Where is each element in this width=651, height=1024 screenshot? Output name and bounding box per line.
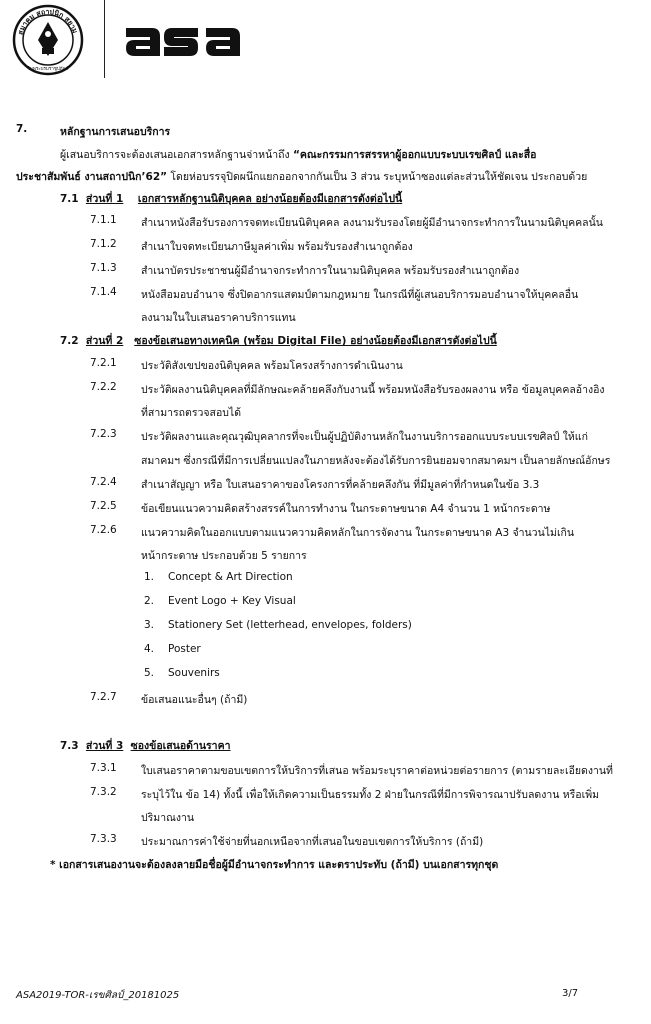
asa-seal-logo [12, 4, 84, 76]
part3-num: 7.3 [60, 740, 79, 752]
item-text-cont: หน้ากระดาษ ประกอบด้วย 5 รายการ [141, 550, 307, 562]
sublist-text: Stationery Set (letterhead, envelopes, folders) [168, 619, 412, 631]
item-text: ใบเสนอราคาตามขอบเขตการให้บริการที่เสนอ พร้อมระบุราคาต่อหน่วยต่อรายการ (ตามรายละเอียดงานที่ [141, 765, 613, 777]
item-text: สำเนาหนังสือรับรองการจดทะเบียนนิติบุคคล ลงนามรับรองโดยผู้มีอำนาจกระทำการในนามนิติบุคคลนั้น [141, 217, 603, 229]
item-number: 7.1.4 [90, 286, 117, 298]
item-text: ข้อเสนอแนะอื่นๆ (ถ้ามี) [141, 694, 248, 706]
item-text-cont: สมาคมฯ ซึ่งกรณีที่มีการเปลี่ยนแปลงในภายหลังจะต้องได้รับการยินยอมจากสมาคมฯ เป็นลายลักษณ์อักษร [141, 455, 611, 467]
item-text-cont: ลงนามในใบเสนอราคาบริการแทน [141, 312, 296, 324]
item-number: 7.2.2 [90, 381, 117, 393]
item-number: 7.3.2 [90, 786, 117, 798]
sublist-number: 5. [144, 667, 155, 679]
intro-text-2: โดยห่อบรรจุปิดผนึกแยกออกจากกันเป็น 3 ส่วน ระบุหน้าซองแต่ละส่วนให้ชัดเจน ประกอบด้วย [167, 171, 588, 183]
part3-label: ส่วนที่ 3 [85, 740, 124, 752]
part1-label: ส่วนที่ 1 [85, 193, 124, 205]
item-text: หนังสือมอบอำนาจ ซึ่งปิดอากรแสตมป์ตามกฎหมาย ในกรณีที่ผู้เสนอบริการมอบอำนาจให้บุคคลอื่น [141, 289, 579, 301]
item-text: ประวัติผลงานและคุณวุฒิบุคลากรที่จะเป็นผู้ปฏิบัติงานหลักในงานบริการออกแบบระบบเรขศิลป์ ให้แก่ [141, 431, 588, 443]
header-divider [104, 0, 105, 78]
item-text: ประวัติสังเขปของนิติบุคคล พร้อมโครงสร้างการดำเนินงาน [141, 360, 403, 372]
item-number: 7.2.1 [90, 357, 117, 369]
part1-title: เอกสารหลักฐานนิติบุคคล อย่างน้อยต้องมีเอกสารดังต่อไปนี้ [137, 193, 403, 205]
item-number: 7.2.5 [90, 500, 117, 512]
item-text: ประมาณการค่าใช้จ่ายที่นอกเหนือจากที่เสนอในขอบเขตการให้บริการ (ถ้ามี) [141, 836, 484, 848]
asa-logo [122, 10, 246, 62]
svg-text:สมาคม สถาปนิก สยาม: สมาคม สถาปนิก สยาม [16, 7, 80, 36]
part2-title: ซองข้อเสนอทางเทคนิค (พร้อม Digital File) อย่างน้อยต้องมีเอกสารดังต่อไปนี้ [134, 335, 497, 347]
item-text: สำเนาบัตรประชาชนผู้มีอำนาจกระทำการในนามนิติบุคคล พร้อมรับรองสำเนาถูกต้อง [141, 265, 520, 277]
item-text: สำเนาใบจดทะเบียนภาษีมูลค่าเพิ่ม พร้อมรับรองสำเนาถูกต้อง [141, 241, 413, 253]
sublist-number: 2. [144, 595, 155, 607]
sublist-text: Poster [168, 643, 201, 655]
item-number: 7.2.7 [90, 691, 117, 703]
item-number: 7.1.3 [90, 262, 117, 274]
part1-heading [60, 190, 402, 207]
item-text-cont: ที่สามารถตรวจสอบได้ [141, 407, 242, 419]
sublist-number: 3. [144, 619, 155, 631]
item-number: 7.2.3 [90, 428, 117, 440]
intro-bold-text-2: ประชาสัมพันธ์ งานสถาปนิก’62” [16, 171, 168, 183]
item-number: 7.2.4 [90, 476, 117, 488]
section-intro-line1 [60, 146, 536, 163]
footer-page-number: 3/7 [562, 988, 579, 999]
item-text: สำเนาสัญญา หรือ ใบเสนอราคาของโครงการที่คล้ายคลึงกัน ที่มีมูลค่าที่กำหนดในข้อ 3.3 [141, 479, 540, 491]
item-text: ระบุไว้ใน ข้อ 14) ทั้งนี้ เพื่อให้เกิดความเป็นธรรมทั้ง 2 ฝ่ายในกรณีที่มีการพิจารณาปรับลดงาน หรือเพิ่ม [141, 789, 600, 801]
item-number: 7.3.1 [90, 762, 117, 774]
section-number: 7. [16, 123, 28, 135]
item-number: 7.2.6 [90, 524, 117, 536]
item-number: 7.1.2 [90, 238, 117, 250]
part2-num: 7.2 [60, 335, 79, 347]
part1-num: 7.1 [60, 193, 79, 205]
sublist-text: Concept & Art Direction [168, 571, 293, 583]
item-text-cont: ปริมาณงาน [141, 812, 195, 824]
sublist-number: 4. [144, 643, 155, 655]
footer-doc-id: ASA2019-TOR-เรขศิลป์_20181025 [16, 990, 180, 1001]
section-title: หลักฐานการเสนอบริการ [60, 126, 171, 138]
part2-heading [60, 332, 497, 349]
part2-label: ส่วนที่ 2 [85, 335, 124, 347]
item-number: 7.3.3 [90, 833, 117, 845]
sublist-number: 1. [144, 571, 155, 583]
part3-title: ซองข้อเสนอด้านราคา [130, 740, 231, 752]
item-text: แนวความคิดในออกแบบตามแนวความคิดหลักในการจัดงาน ในกระดาษขนาด A3 จำนวนไม่เกิน [141, 527, 575, 539]
sublist-text: Souvenirs [168, 667, 220, 679]
intro-text: ผู้เสนอบริการจะต้องเสนอเอกสารหลักฐานจ่าหน้าถึง [60, 149, 293, 161]
intro-bold-text: “คณะกรรมการสรรหาผู้ออกแบบระบบเรขศิลป์ และสื่อ [293, 149, 537, 161]
signature-note: * เอกสารเสนองานจะต้องลงลายมือชื่อผู้มีอำนาจกระทำการ และตราประทับ (ถ้ามี) บนเอกสารทุกชุด [50, 859, 499, 871]
item-text: ข้อเขียนแนวความคิดสร้างสรรค์ในการทำงาน ในกระดาษขนาด A4 จำนวน 1 หน้ากระดาษ [141, 503, 551, 515]
item-number: 7.1.1 [90, 214, 117, 226]
sublist-text: Event Logo + Key Visual [168, 595, 296, 607]
section-intro-line2 [16, 168, 587, 185]
part3-heading [60, 737, 230, 754]
svg-text:ในพระบรมราชูปถัมภ์: ในพระบรมราชูปถัมภ์ [27, 67, 69, 72]
item-text: ประวัติผลงานนิติบุคคลที่มีลักษณะคล้ายคลึงกับงานนี้ พร้อมหนังสือรับรองผลงาน หรือ ข้อมูลบุคคลอ้างอิง [141, 384, 605, 396]
